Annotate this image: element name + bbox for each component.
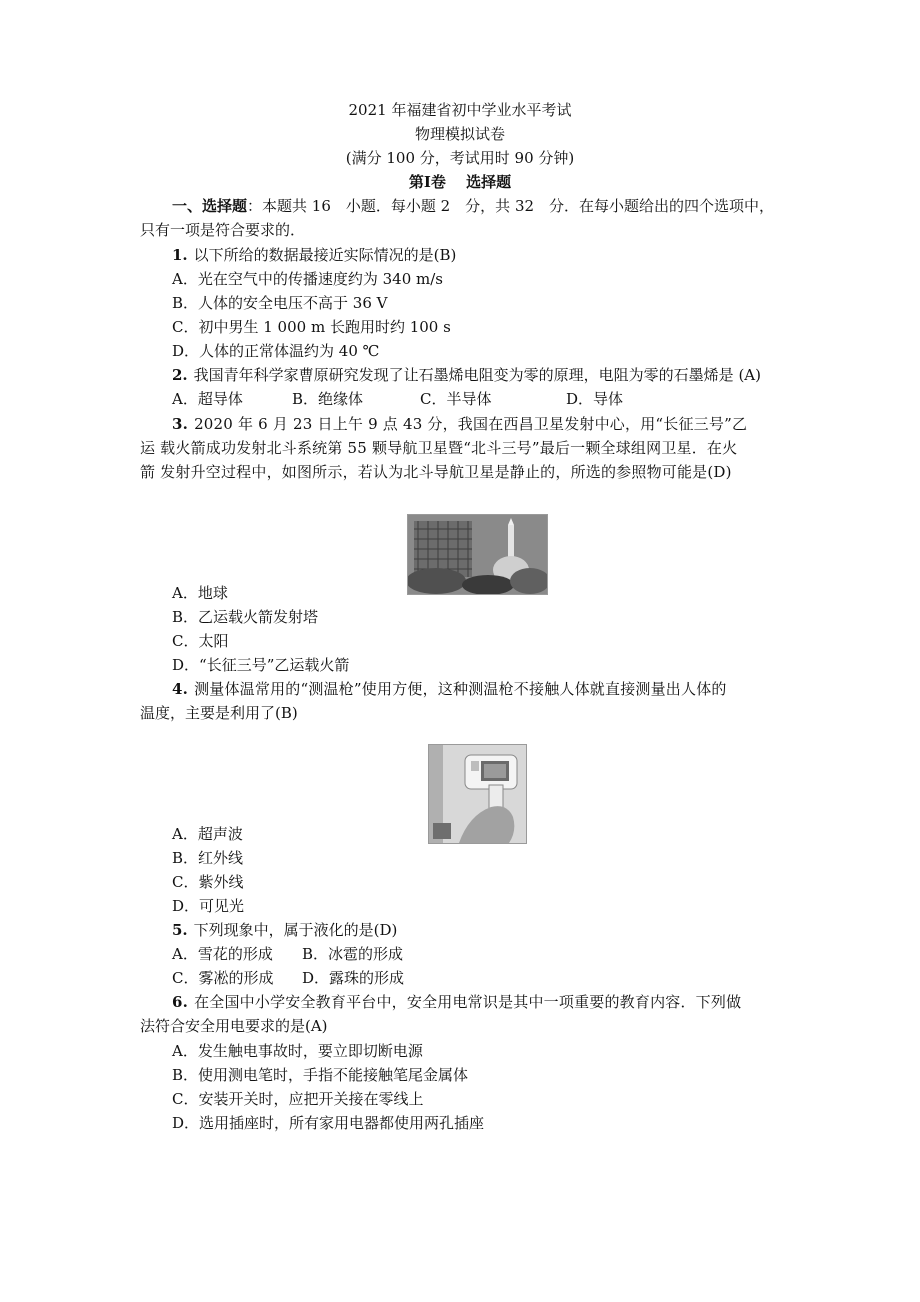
question-4-stem-line-1 xyxy=(172,679,727,699)
q1-option-b: B．人体的安全电压不高于 36 V xyxy=(172,294,388,312)
question-text: 2020 年 6 月 23 日上午 9 点 43 分，我国在西昌卫星发射中心，用“长征三号”乙 xyxy=(194,415,748,433)
q4-option-b: B．红外线 xyxy=(172,849,244,867)
q3-option-d: D．“长征三号”乙运载火箭 xyxy=(172,656,350,674)
question-6-stem-line-2: 法符合安全用电要求的是(A) xyxy=(140,1017,328,1035)
q2-option-d: D．导体 xyxy=(566,390,624,408)
q3-option-a: A．地球 xyxy=(172,584,228,602)
q4-option-a: A．超声波 xyxy=(172,825,243,843)
question-text: 在全国中小学安全教育平台中，安全用电常识是其中一项重要的教育内容．下列做 xyxy=(194,993,742,1011)
rocket-launch-photo xyxy=(407,514,548,595)
instructions-text-1: ：本题共 16 小题．每小题 2 分，共 32 分．在每小题给出的四个选项中， xyxy=(247,197,775,215)
q3-option-b: B．乙运载火箭发射塔 xyxy=(172,608,319,626)
question-text: 以下所给的数据最接近实际情况的是(B) xyxy=(193,246,457,264)
question-number: 3. xyxy=(172,415,189,433)
instructions-line-2: 只有一项是符合要求的． xyxy=(140,221,306,239)
q4-option-c: C．紫外线 xyxy=(172,873,244,891)
question-3-stem-line-2: 运 载火箭成功发射北斗系统第 55 颗导航卫星暨“北斗三号”最后一颗全球组网卫星．在火 xyxy=(140,439,738,457)
q1-option-a: A．光在空气中的传播速度约为 340 m/s xyxy=(172,270,443,288)
q5-option-c: C．雾凇的形成 xyxy=(172,969,274,987)
question-4-stem-line-2: 温度，主要是利用了(B) xyxy=(140,704,298,722)
question-number: 6. xyxy=(172,993,189,1011)
exam-title: 2021 年福建省初中学业水平考试 xyxy=(348,101,572,119)
q6-option-d: D．选用插座时，所有家用电器都使用两孔插座 xyxy=(172,1114,485,1132)
exam-subtitle: 物理模拟试卷 xyxy=(414,125,505,143)
q6-option-b: B．使用测电笔时，手指不能接触笔尾金属体 xyxy=(172,1066,469,1084)
q5-option-b: B．冰雹的形成 xyxy=(302,945,404,963)
q6-option-a: A．发生触电事故时，要立即切断电源 xyxy=(172,1042,423,1060)
question-3-stem-line-1 xyxy=(172,414,747,434)
q2-option-c: C．半导体 xyxy=(420,390,492,408)
instructions-line-1 xyxy=(172,196,774,216)
q4-option-d: D．可见光 xyxy=(172,897,245,915)
q1-option-d: D．人体的正常体温约为 40 ℃ xyxy=(172,342,380,360)
exam-note: (满分 100 分，考试用时 90 分钟) xyxy=(345,149,575,167)
question-text: 下列现象中，属于液化的是(D) xyxy=(193,921,398,939)
section-heading: 第Ⅰ卷 选择题 xyxy=(408,173,512,191)
question-number: 4. xyxy=(172,680,189,698)
q2-option-a: A．超导体 xyxy=(172,390,243,408)
question-5-stem xyxy=(172,920,397,940)
thermometer-gun-illustration xyxy=(429,745,526,843)
question-number: 5. xyxy=(172,921,188,939)
q5-option-d: D．露珠的形成 xyxy=(302,969,405,987)
thermometer-gun-photo xyxy=(428,744,527,844)
q1-option-c: C．初中男生 1 000 m 长跑用时约 100 s xyxy=(172,318,451,336)
q6-option-c: C．安装开关时，应把开关接在零线上 xyxy=(172,1090,424,1108)
question-1-stem xyxy=(172,245,456,265)
q2-option-b: B．绝缘体 xyxy=(292,390,364,408)
rocket-launch-illustration xyxy=(408,515,547,594)
question-number: 1. xyxy=(172,246,188,264)
q3-option-c: C．太阳 xyxy=(172,632,229,650)
instructions-lead: 一、选择题 xyxy=(172,197,248,215)
question-text: 测量体温常用的“测温枪”使用方便，这种测温枪不接触人体就直接测量出人体的 xyxy=(194,680,727,698)
question-number: 2. xyxy=(172,366,188,384)
question-2-stem xyxy=(172,365,761,385)
question-3-stem-line-3: 箭 发射升空过程中，如图所示，若认为北斗导航卫星是静止的，所选的参照物可能是(D) xyxy=(140,463,732,481)
question-text: 我国青年科学家曹原研究发现了让石墨烯电阻变为零的原理，电阻为零的石墨烯是 (A) xyxy=(193,366,761,384)
q5-option-a: A．雪花的形成 xyxy=(172,945,273,963)
question-6-stem-line-1 xyxy=(172,992,741,1012)
